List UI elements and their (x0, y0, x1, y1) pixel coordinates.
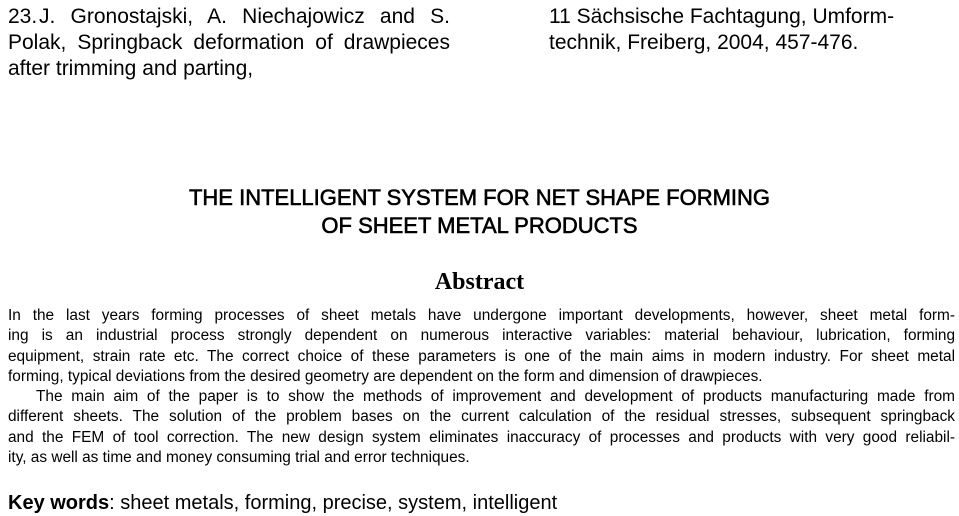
reference-venue (549, 4, 954, 56)
reference-line-1: J. Gronostajski, A. Niechajowicz and (39, 5, 415, 28)
reference-number: 23. (8, 5, 38, 28)
abstract-line: ity, as well as time and money consuming trial and error techniques. (8, 449, 470, 467)
keywords-label: Key words (8, 492, 110, 514)
reference-venue-line-2: technik, Freiberg, 2004, 457-476. (549, 31, 859, 54)
abstract-line: equipment, strain rate etc. The correct choice of these parameters is one of the main aims in modern industry. For sheet metal (8, 347, 955, 365)
abstract-line: ing is an industrial process strongly dependent on numerous interactive variables: material behaviour, lubrication, forming (8, 327, 955, 345)
abstract-line: In the last years forming processes of sheet metals have undergone important developments, however, sheet metal form- (8, 307, 955, 324)
paper-title-line-2: OF SHEET METAL PRODUCTS (321, 213, 638, 238)
keywords-separator: : (109, 492, 121, 514)
paper-title (0, 184, 959, 240)
keywords-value: sheet metals, forming, precise, system, intelligent (120, 492, 558, 514)
reference-citation (8, 4, 450, 82)
abstract-line: and the FEM of tool correction. The new design system eliminates inaccuracy of processes and products with very good reliabil- (8, 428, 955, 446)
reference-line-2: S. Polak, Springback deformation of (8, 5, 450, 54)
paper-title-line-1: THE INTELLIGENT SYSTEM FOR NET SHAPE FORMING (188, 185, 771, 210)
abstract-heading: Abstract (434, 269, 525, 295)
reference-line-3: drawpieces after trimming and parting, (8, 31, 450, 80)
abstract-body (8, 306, 955, 468)
abstract-line: forming, typical deviations from the desired geometry are dependent on the form and dimension of drawpieces. (8, 367, 763, 385)
abstract-line: different sheets. The solution of the problem bases on the current calculation of the residual stresses, subsequent springback (8, 408, 955, 426)
reference-venue-line-1: 11 Sächsische Fachtagung, Umform- (549, 5, 895, 28)
keywords (8, 491, 557, 515)
abstract-line: The main aim of the paper is to show the methods of improvement and development of products manufacturing made from (36, 388, 955, 406)
